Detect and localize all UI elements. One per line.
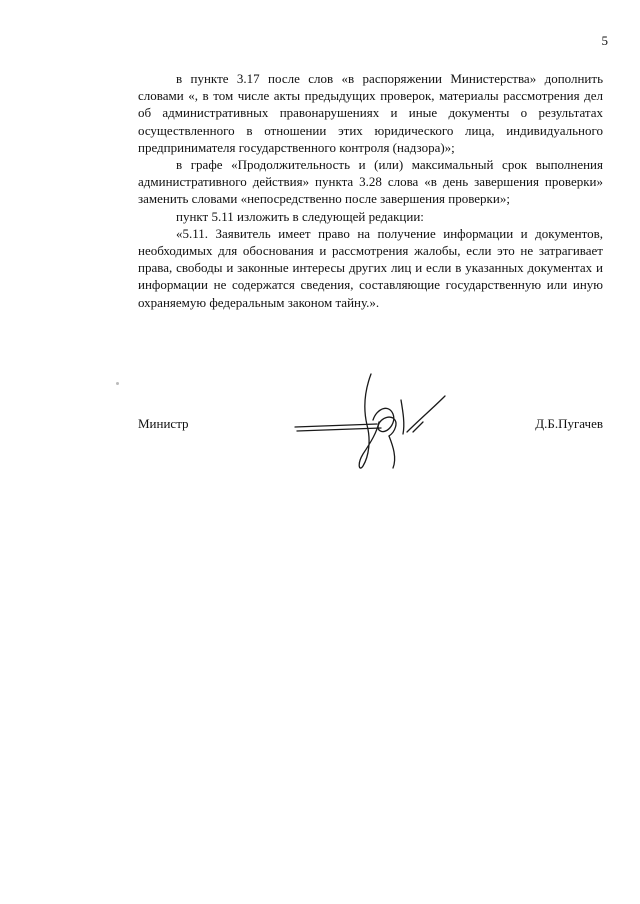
handwritten-signature (293, 370, 463, 482)
paragraph-amendment-3-28: в графе «Продолжительность и (или) максимальный срок выполнения административного действия» пункта 3.28 слова «в день завершения проверки» заменить словами «непосредственно после завершения проверки»; (138, 157, 603, 207)
signature-block (138, 370, 603, 490)
paragraph-amendment-5-11-intro: пункт 5.11 изложить в следующей редакции: (176, 208, 424, 224)
page-number: 5 (601, 33, 608, 48)
signatory-name: Д.Б.Пугачев (535, 416, 603, 431)
paragraph-amendment-5-11-text: «5.11. Заявитель имеет право на получение информации и документов, необходимых для обоснования и рассмотрения жалобы, если это не затрагивает права, свободы и законные интересы других лиц и если в указанных документах и информации не содержатся сведения, составляющие государственную или иную охраняемую федеральным законом тайну.». (138, 225, 603, 310)
document-body (138, 70, 603, 311)
paragraph-amendment-3-17: в пункте 3.17 после слов «в распоряжении Министерства» дополнить словами «, в том числе акты предыдущих проверок, материалы рассмотрения дел об административных правонарушениях и иные документы о результатах осуществленного в отношении этих юридического лица, индивидуального предпринимателя государственного контроля (надзора)»; (138, 71, 603, 155)
signatory-title: Министр (138, 416, 189, 431)
scan-speck (116, 382, 119, 385)
